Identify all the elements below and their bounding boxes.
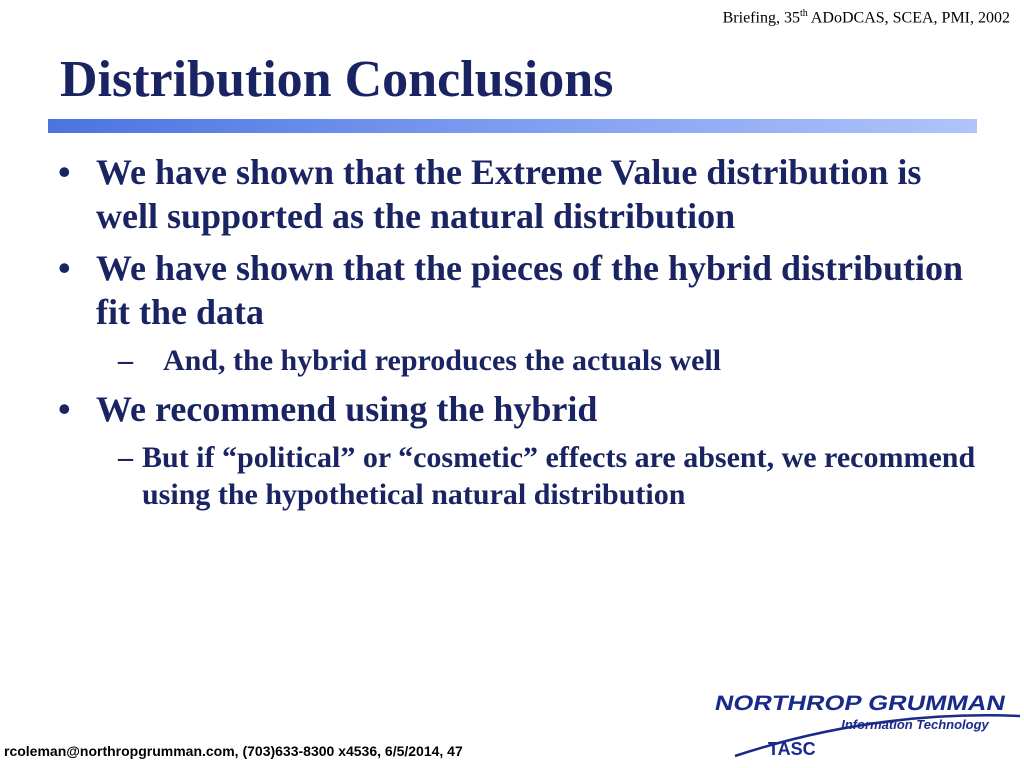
bullet-2-text: We have shown that the pieces of the hybrid distribution fit the data	[96, 248, 964, 332]
bullet-3-text: We recommend using the hybrid	[96, 389, 598, 429]
bullet-2-mark: •	[58, 248, 71, 288]
northrop-grumman-logo	[705, 690, 1020, 758]
title-divider	[48, 119, 977, 133]
slide-title: Distribution Conclusions	[60, 51, 614, 108]
sub-bullet-1-text: And, the hybrid reproduces the actuals well	[163, 344, 722, 377]
bullet-1-text: We have shown that the Extreme Value distribution is well supported as the natural distribution	[96, 152, 922, 236]
sub-bullet-1-mark: –	[118, 344, 133, 377]
bullet-1	[58, 150, 978, 238]
footer-contact: rcoleman@northropgrumman.com, (703)633-8300 x4536, 6/5/2014, 47	[4, 743, 463, 759]
slide-content	[58, 150, 978, 521]
bullet-1-mark: •	[58, 152, 71, 192]
tasc-label: TASC	[768, 739, 816, 759]
briefing-prefix: Briefing, 35	[722, 9, 800, 27]
briefing-sup: th	[799, 8, 808, 19]
sub-bullet-2-text: But if “political” or “cosmetic” effects are absent, we recommend using the hypothetical natural distribution	[142, 441, 976, 511]
briefing-suffix: ADoDCAS, SCEA, PMI, 2002	[807, 9, 1010, 27]
logo-division: Information Technology	[841, 717, 989, 732]
logo-company: NORTHROP GRUMMAN	[712, 692, 955, 715]
sub-bullet-1	[58, 342, 978, 379]
sub-bullet-2-mark: –	[118, 441, 133, 474]
sub-bullet-2	[58, 439, 978, 513]
bullet-2	[58, 246, 978, 334]
bullet-3-mark: •	[58, 389, 71, 429]
bullet-3	[58, 387, 978, 431]
briefing-header	[723, 8, 1010, 27]
